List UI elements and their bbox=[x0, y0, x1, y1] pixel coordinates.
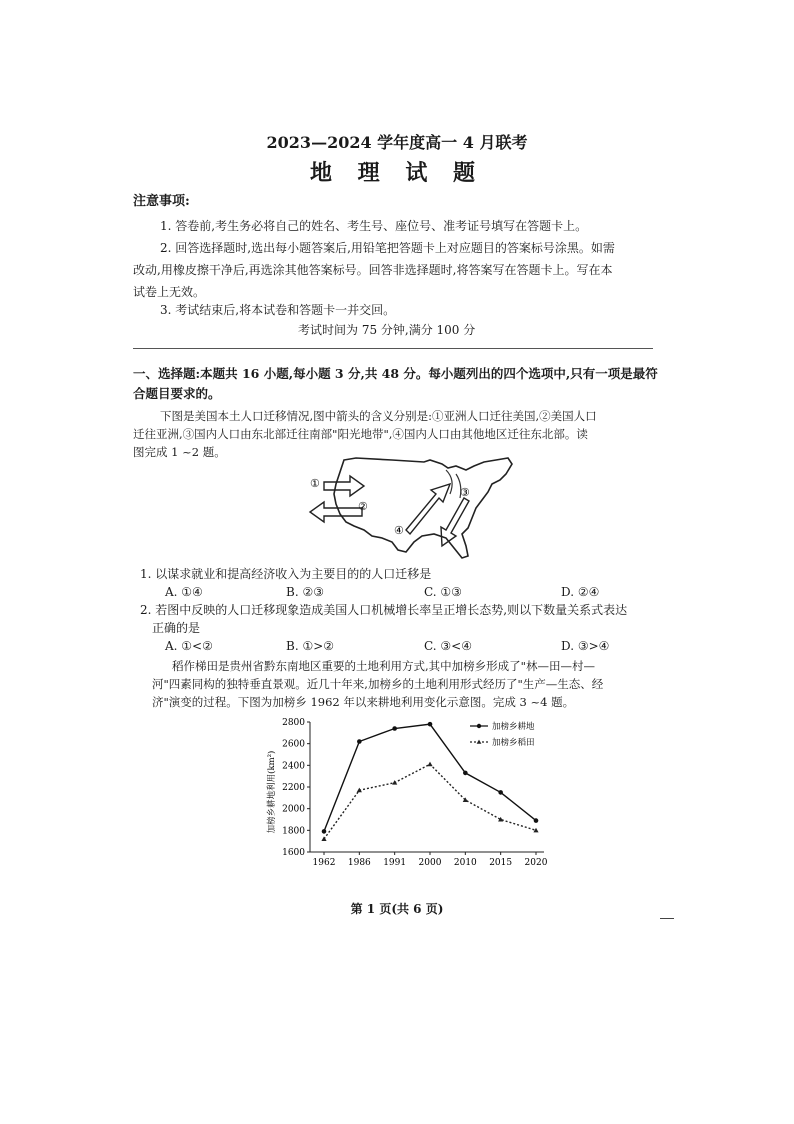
x-tick-label: 2010 bbox=[453, 858, 477, 868]
q1-option-d: D. ②④ bbox=[561, 585, 600, 599]
q1-option-b: B. ②③ bbox=[286, 585, 324, 599]
data-point bbox=[498, 790, 503, 795]
q2-option-b: B. ①>② bbox=[286, 639, 335, 653]
x-tick-label: 1986 bbox=[347, 858, 371, 868]
legend-marker bbox=[477, 740, 482, 744]
page-number: 第 1 页(共 6 页) bbox=[350, 902, 444, 916]
q1-option-a: A. ①④ bbox=[165, 585, 203, 599]
map-label-2: ② bbox=[358, 500, 368, 513]
data-point bbox=[463, 797, 468, 802]
data-point bbox=[392, 726, 397, 731]
section-heading-line1: 一、选择题:本题共 16 小题,每小题 3 分,共 48 分。每小题列出的四个选项中,只有一项是最符 bbox=[133, 366, 658, 381]
farmland-line-chart bbox=[262, 712, 552, 872]
y-axis-label: 加榜乡耕地利用(km²) bbox=[267, 750, 277, 834]
y-tick-label: 2600 bbox=[282, 739, 305, 750]
x-tick-label: 2000 bbox=[418, 858, 442, 868]
legend-label-2: 加榜乡稻田 bbox=[492, 738, 535, 748]
data-point bbox=[427, 762, 432, 767]
legend-marker bbox=[477, 724, 481, 728]
q2-stem-line1: 2. 若图中反映的人口迁移现象造成美国人口机械增长率呈正增长态势,则以下数量关系式表达 bbox=[140, 603, 628, 617]
intro-line1: 下图是美国本土人口迁移情况,图中箭头的含义分别是:①亚洲人口迁往美国,②美国人口 bbox=[160, 409, 597, 423]
map-label-3: ③ bbox=[460, 486, 470, 499]
notice-item-2-line2: 改动,用橡皮擦干净后,再选涂其他答案标号。回答非选择题时,将答案写在答题卡上。写在本 bbox=[133, 263, 613, 277]
us-migration-map bbox=[296, 454, 520, 566]
arrow-3 bbox=[441, 498, 469, 546]
section-heading-line2: 合题目要求的。 bbox=[133, 386, 221, 401]
data-point bbox=[463, 771, 468, 776]
q2-stem-line2: 正确的是 bbox=[152, 621, 201, 635]
q1-stem: 1. 以谋求就业和提高经济收入为主要目的的人口迁移是 bbox=[140, 567, 432, 581]
map-label-4: ④ bbox=[394, 524, 404, 537]
exam-title: 2023—2024 学年度高一 4 月联考 bbox=[266, 133, 528, 152]
data-point bbox=[428, 722, 433, 727]
subject-title: 地 理 试 题 bbox=[310, 160, 484, 186]
y-tick-label: 2200 bbox=[282, 783, 305, 793]
x-tick-label: 2020 bbox=[524, 858, 548, 868]
arrow-1 bbox=[324, 476, 364, 496]
intro-line2: 迁往亚洲,③国内人口由东北部迁往南部"阳光地带",④国内人口由其他地区迁往东北部。读 bbox=[133, 427, 588, 441]
data-point bbox=[321, 836, 326, 841]
data-point bbox=[322, 829, 327, 834]
divider bbox=[133, 348, 653, 349]
arrow-4 bbox=[406, 484, 450, 534]
intro-line3: 图完成 1 ~2 题。 bbox=[133, 445, 226, 459]
exam-time: 考试时间为 75 分钟,满分 100 分 bbox=[298, 323, 476, 337]
series-line-2 bbox=[324, 764, 536, 839]
y-tick-label: 1600 bbox=[282, 848, 305, 858]
notice-item-2-line3: 试卷上无效。 bbox=[133, 285, 206, 299]
y-tick-label: 1800 bbox=[282, 826, 305, 837]
corner-dash bbox=[660, 918, 674, 919]
notice-item-3: 3. 考试结束后,将本试卷和答题卡一并交回。 bbox=[160, 303, 396, 317]
q2-option-a: A. ①<② bbox=[165, 639, 213, 653]
intro2-line3: 济"演变的过程。下图为加榜乡 1962 年以来耕地利用变化示意图。完成 3 ~4 题。 bbox=[152, 695, 575, 709]
notice-heading: 注意事项: bbox=[133, 194, 190, 209]
data-point bbox=[534, 818, 539, 823]
data-point bbox=[357, 739, 362, 744]
intro2-line2: 河"四素同构的独特垂直景观。近几十年来,加榜乡的土地利用形式经历了"生产—生态、经 bbox=[152, 677, 604, 691]
y-tick-label: 2000 bbox=[282, 804, 305, 815]
q2-option-d: D. ③>④ bbox=[561, 639, 610, 653]
data-point bbox=[357, 788, 362, 793]
legend-label-1: 加榜乡耕地 bbox=[492, 722, 535, 732]
data-point bbox=[392, 780, 397, 785]
q1-option-c: C. ①③ bbox=[424, 585, 462, 599]
x-tick-label: 1962 bbox=[312, 858, 336, 868]
y-tick-label: 2800 bbox=[282, 718, 305, 728]
q2-option-c: C. ③<④ bbox=[424, 639, 472, 653]
notice-item-1: 1. 答卷前,考生务必将自己的姓名、考生号、座位号、准考证号填写在答题卡上。 bbox=[160, 219, 588, 233]
map-label-1: ① bbox=[310, 477, 320, 490]
notice-item-2-line1: 2. 回答选择题时,选出每小题答案后,用铅笔把答题卡上对应题目的答案标号涂黑。如需 bbox=[160, 241, 615, 255]
intro2-line1: 稻作梯田是贵州省黔东南地区重要的土地利用方式,其中加榜乡形成了"林—田—村— bbox=[172, 659, 595, 673]
x-tick-label: 2015 bbox=[489, 858, 513, 868]
y-tick-label: 2400 bbox=[282, 761, 305, 772]
x-tick-label: 1991 bbox=[383, 858, 407, 868]
